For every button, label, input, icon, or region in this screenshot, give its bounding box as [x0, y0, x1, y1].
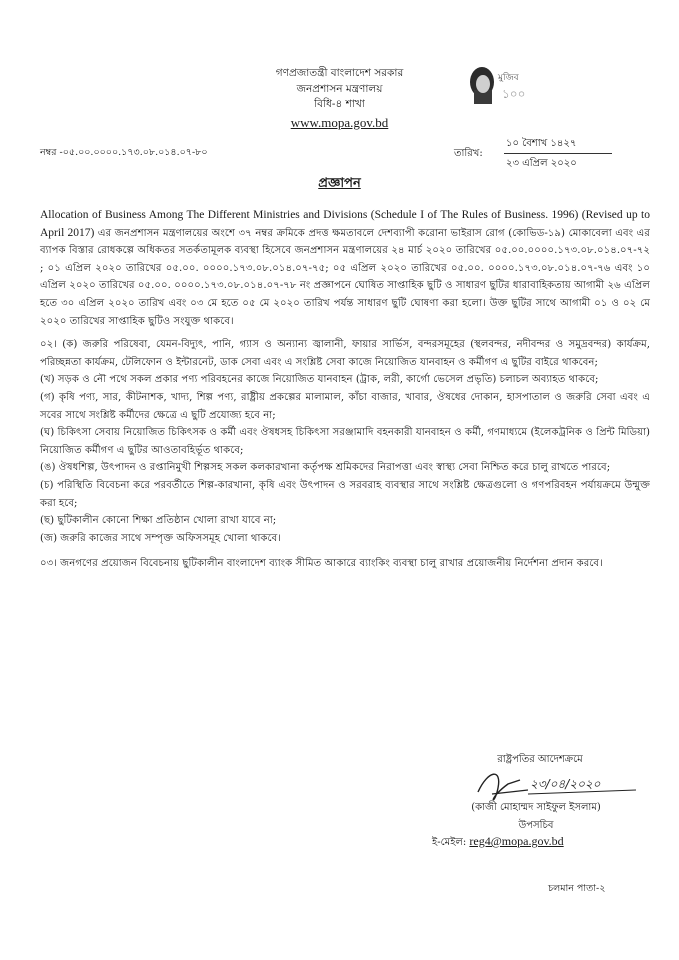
section2-item-umo: (ঙ) ঔষধশিল্প, উৎপাদন ও রপ্তানিমুখী শিল্পসহ সকল কলকারখানা কর্তৃপক্ষ শ্রমিকদের নিরাপত্তা এবং স্বাস্থ্য সেবা নিশ্চিত করে চালু রাখতে পারবে; — [40, 462, 611, 474]
intro-english: Allocation of Business Among The Different Ministries and Divisions (Schedule I of The Rules of Business. 1996) (Revised up to April 2017) — [40, 209, 650, 239]
mujib-centenary-logo-icon — [462, 60, 540, 108]
intro-paragraph — [40, 207, 650, 330]
section2-item-ja: (জ) জরুরি কাজের সাথে সম্পৃক্ত অফিসসমূহ খোলা থাকবে। — [40, 532, 281, 544]
letterhead — [0, 66, 679, 130]
intro-bangla: এর জনপ্রশাসন মন্ত্রণালয়ের অংশে ৩৭ নম্বর ক্রমিকে প্রদত্ত ক্ষমতাবলে দেশব্যাপী করোনা ভাইরাস রোগ (কোভিড-১৯) মোকাবেলা এবং এর ব্যাপক বিস্তার রোধকল্পে অধিকতর সতর্কতামূলক ব্যবস্থা হিসেবে জনপ্রশাসন মন্ত্রণালয়ের ২৪ মার্চ ২০২০ তারিখের ০৫.০০.০০০০.১৭৩.০৮.০১৪.০৭-৭২ ; ০১ এপ্রিল ২০২০ তারিখের ০৫.০০. ০০০০.১৭৩.০৮.০১৪.০৭-৭৫; ০৫ এপ্রিল ২০২০ তারিখের ০৫.০০. ০০০০.১৭৩.০৮.০১৪.০৭-৭৬ এবং ১০ এপ্রিল ২০২০ তারিখের ০৫.০০. ০০০০.১৭৩.০৮.০১৪.০৭-৭৮ নং প্রজ্ঞাপনে ঘোষিত সাপ্তাহিক ছুটি ও সাধারণ ছুটির ধারাবাহিকতায় আগামী ২৬ এপ্রিল হতে ৩০ এপ্রিল ২০২০ তারিখ এবং ০৩ মে হতে ০৫ মে ২০২০ তারিখ পর্যন্ত সাধারণ ছুটি ঘোষণা করা হলো। উক্ত ছুটির সাথে আগামী ০১ ও ০২ মে ২০২০ তারিখের সাপ্তাহিক ছুটিও সংযুক্ত থাকবে। — [40, 227, 651, 327]
section2-item-ka: ০২। (ক) জরুরি পরিষেবা, যেমন-বিদ্যুৎ, পানি, গ্যাস ও অন্যান্য জ্বালানী, ফায়ার সার্ভিস, বন্দরসমূহের (স্থলবন্দর, নদীবন্দর ও সমুদ্রবন্দর) কার্যক্রম, পরিচ্ছন্নতা কার্যক্রম, টেলিফোন ও ইন্টারনেট, ডাক সেবা এবং এ সংশ্লিষ্ট সেবা কাজে নিয়োজিত যানবাহন ও কর্মীগণ এ ছুটির বাইরে থাকবেন; — [40, 339, 650, 368]
email-label: ই-মেইল: — [432, 837, 467, 848]
notice-title-text: প্রজ্ঞাপন — [318, 176, 361, 191]
notice-title — [0, 174, 679, 195]
signatory-email — [432, 834, 564, 852]
signatory-name: (কাজী মোহাম্মদ সাইফুল ইসলাম) — [471, 802, 601, 813]
section2-item-gha: (ঘ) চিকিৎসা সেবায় নিয়োজিত চিকিৎসক ও কর্মী এবং ঔষধসহ চিকিৎসা সরঞ্জামাদি বহনকারী যানবাহন ও কর্মী, গণমাধ্যমে (ইলেকট্রনিক ও প্রিন্ট মিডিয়া) নিয়োজিত কর্মীগণ এ ছুটির আওতাবহির্ভূত থাকবে; — [40, 427, 650, 456]
by-order-text: রাষ্ট্রপতির আদেশক্রমে — [497, 754, 583, 765]
gregorian-date: ২৩ এপ্রিল ২০২০ — [506, 158, 577, 169]
website-link[interactable]: www.mopa.gov.bd — [290, 114, 389, 130]
handwritten-signature-icon — [468, 766, 638, 802]
section2-item-chha: (ছ) ছুটিকালীন কোনো শিক্ষা প্রতিষ্ঠান খোলা রাখা যাবে না; — [40, 515, 277, 527]
section2-item-cha: (চ) পরিস্থিতি বিবেচনা করে পরবর্তীতে শিল্প-কারখানা, কৃষি এবং উৎপাদন ও সরবরাহ ব্যবস্থার সাথে সংশ্লিষ্ট ক্ষেত্রগুলো ও গণপরিবহন পর্যায়ক্রমে উন্মুক্ত করা হবে; — [40, 479, 650, 509]
section3-paragraph: ০৩। জনগণের প্রয়োজন বিবেচনায় ছুটিকালীন বাংলাদেশ ব্যাংক সীমিত আকারে ব্যাংকিং ব্যবস্থা চালু রাখার প্রয়োজনীয় নির্দেশনা প্রদান করবে। — [40, 558, 603, 570]
svg-text:মুজিব: মুজিব — [498, 73, 519, 83]
svg-text:১০০: ১০০ — [502, 87, 526, 101]
memo-number: নম্বর -০৫.০০.০০০০.১৭৩.০৮.০১৪.০৭-৮০ — [40, 147, 208, 158]
signature-date: ২৩/০৪/২০২০ — [530, 777, 601, 791]
signatory-designation: উপসচিব — [518, 820, 554, 831]
ministry-name: জনপ্রশাসন মন্ত্রণালয় — [296, 82, 383, 95]
continued-page-note: চলমান পাতা-২ — [548, 883, 606, 894]
date-block — [504, 136, 612, 171]
branch-name: বিধি-৪ শাখা — [314, 98, 365, 110]
date-label: তারিখ: — [454, 148, 483, 159]
section2-item-ga: (গ) কৃষি পণ্য, সার, কীটনাশক, খাদ্য, শিল্প পণ্য, রাষ্ট্রীয় প্রকল্পের মালামাল, কাঁচা বাজার, খাবার, ঔষধের দোকান, হাসপাতাল ও জরুরি সেবা এবং এ সবের সাথে সংশ্লিষ্ট কর্মীদের ক্ষেত্রে এ ছুটি প্রযোজ্য হবে না; — [40, 391, 650, 421]
govt-name: গণপ্রজাতন্ত্রী বাংলাদেশ সরকার — [275, 67, 404, 79]
bengali-date: ১০ বৈশাখ ১৪২৭ — [504, 136, 612, 154]
email-link[interactable]: reg4@mopa.gov.bd — [469, 834, 564, 848]
section2-item-kha: (খ) সড়ক ও নৌ পথে সকল প্রকার পণ্য পরিবহনের কাজে নিয়োজিত যানবাহন (ট্রাক, লরী, কার্গো ভেসেল প্রভৃতি) চলাচল অব্যাহত থাকবে; — [40, 374, 599, 386]
notice-body — [40, 207, 650, 573]
